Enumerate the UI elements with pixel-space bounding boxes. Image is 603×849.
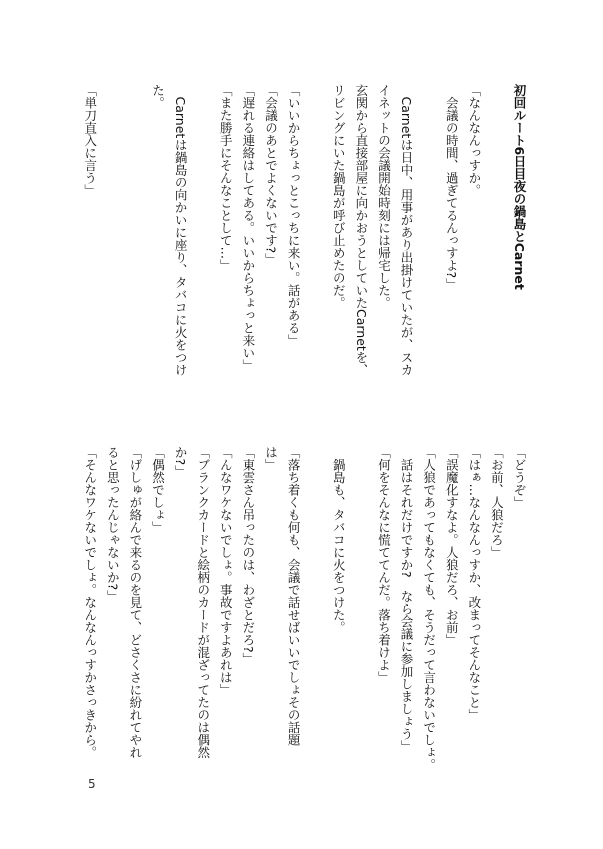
text-line: 「げしゅが絡んで来るのを見て、どさくさに紛れてやれ bbox=[127, 446, 143, 759]
text-line bbox=[417, 84, 440, 414]
text-line: 「偶然でしょ」 bbox=[150, 446, 166, 534]
text-line: 「人狼であってもなくても、そうだって言わないでしょ。 bbox=[421, 446, 437, 771]
text-line: 「どうぞ」 bbox=[512, 446, 527, 509]
text-line: 「遅れる連絡はしてある。いいからちょっと来い」 bbox=[240, 84, 256, 372]
text-line: イネットの会議開始時刻には帰宅した。 bbox=[376, 84, 392, 309]
text-line: 「いいからちょっとこっちに来い。話がある」 bbox=[286, 84, 302, 347]
text-line bbox=[101, 84, 124, 414]
text-line: か?」 bbox=[173, 446, 189, 478]
text-line bbox=[349, 446, 372, 776]
text-line: リビングにいた鍋島が呼び止めたのだ。 bbox=[331, 84, 347, 309]
text-line bbox=[123, 84, 146, 414]
text-line: 「ブランクカードと絵柄のカードが混ざってたのは偶然 bbox=[195, 446, 211, 759]
text-line: 「はぁ…なんなんっすか、改まってそんなこと」 bbox=[466, 446, 482, 721]
text-line: Carnetは日中、用事があり出掛けていたが、スカ bbox=[399, 84, 415, 376]
text-line: 鍋島も、タバコに火をつけた。 bbox=[331, 446, 347, 634]
text-line: 玄関から直接部屋に向かおうとしていたCarnetを、 bbox=[353, 84, 369, 376]
chapter-title: 初回ルート6日目夜の鍋島とCarnet bbox=[512, 84, 527, 290]
text-line: 「お前、人狼だろ」 bbox=[489, 446, 505, 559]
text-line: 「会議のあとでよくないです?」 bbox=[263, 84, 279, 266]
text-line: 「落ち着くも何も、会議で話せばいいでしょその話題 bbox=[286, 446, 302, 746]
text-line: 会議の時間、過ぎてるんっすよ?」 bbox=[444, 84, 460, 291]
text-line: 「なんなんっすか。 bbox=[466, 84, 482, 197]
lower-text-block bbox=[82, 446, 530, 776]
text-line bbox=[304, 446, 327, 776]
text-line: 「何をそんなに慌ててんだ。落ち着けよ」 bbox=[376, 446, 392, 684]
text-line bbox=[304, 84, 327, 414]
text-line: 「東雲さん吊ったのは、わざとだろ?」 bbox=[240, 446, 256, 666]
text-line: た。 bbox=[150, 84, 166, 109]
text-line: ると思ったんじゃないか?」 bbox=[105, 446, 121, 603]
upper-text-block bbox=[82, 84, 530, 414]
text-line: 「そんなワケないでしょ。なんなんっすかさっきから。 bbox=[82, 446, 98, 759]
text-line: は」 bbox=[263, 446, 279, 471]
page-number: 5 bbox=[88, 777, 96, 791]
text-line: 「また勝手にそんなことして…」 bbox=[218, 84, 234, 272]
text-line bbox=[485, 84, 508, 414]
text-line: 「誤魔化すなよ。人狼だろ、お前」 bbox=[444, 446, 460, 646]
text-line: 「んなワケないでしょ。事故ですよあれは」 bbox=[218, 446, 234, 696]
text-line bbox=[191, 84, 214, 414]
text-line: 「単刀直入に言う」 bbox=[82, 84, 98, 197]
text-line: 話はそれだけですか? なら会議に参加しましょう」 bbox=[399, 446, 415, 753]
text-line: Carnetは鍋島の向かいに座り、タバコに火をつけ bbox=[173, 84, 189, 376]
